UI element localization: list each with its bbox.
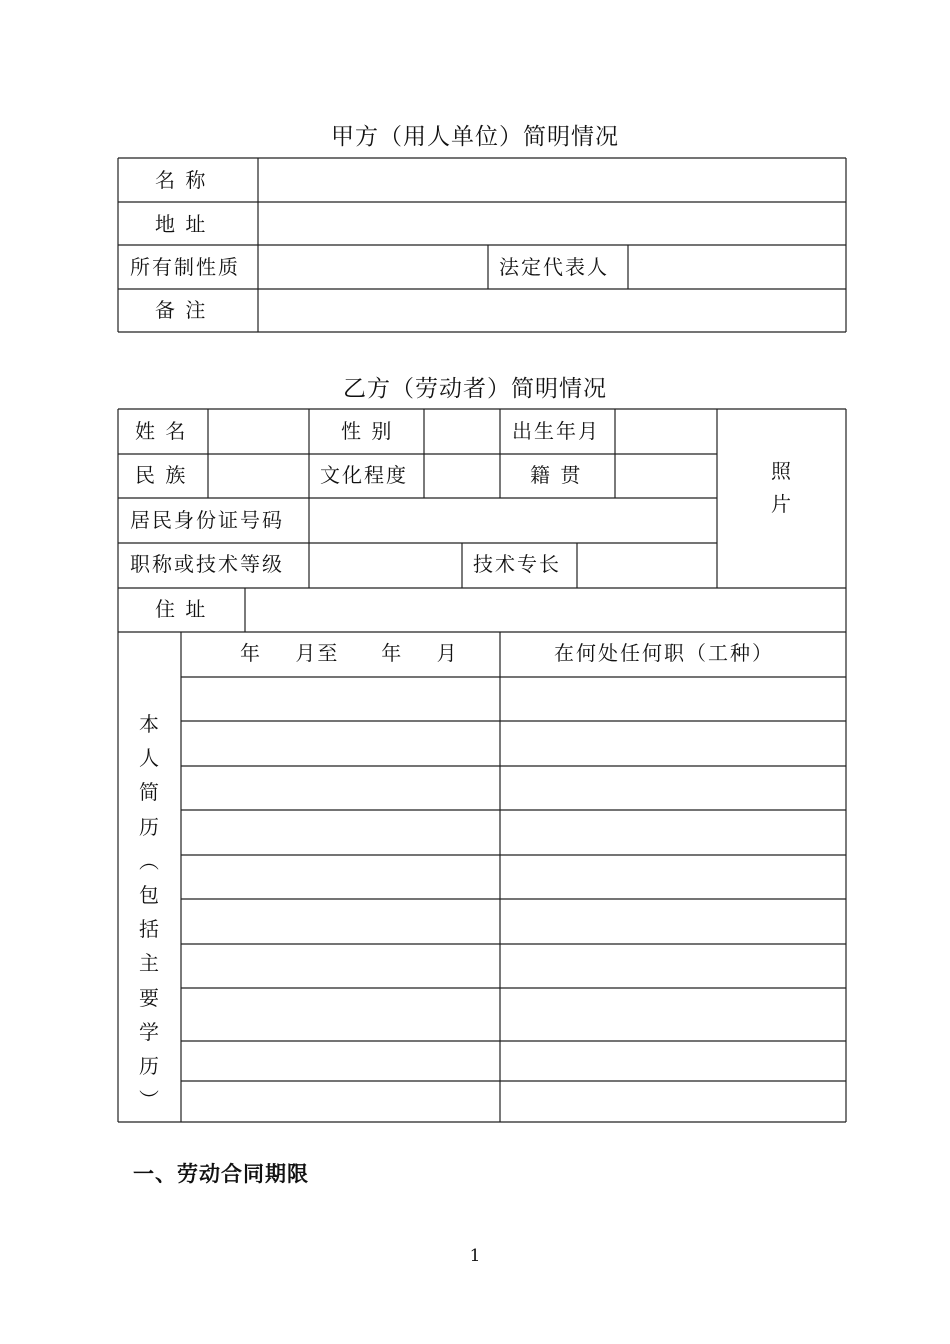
resume-vertical-char: 括 [139,917,159,942]
party-a-ownership-field[interactable] [259,246,487,288]
section-1-heading: 一、劳动合同期限 [133,1162,309,1186]
resume-position-field[interactable] [501,945,845,987]
party-b-title-field[interactable] [310,544,461,587]
resume-period-field[interactable] [182,900,499,943]
party-b-ethnicity-field[interactable] [209,455,308,497]
party-b-title: 乙方（劳动者）简明情况 [343,376,607,402]
resume-vertical-char: 历 [139,1054,159,1079]
party-b-ethnicity-label: 民 族 [135,463,188,487]
party-a-remarks-field[interactable] [259,290,845,331]
party-a-name-label: 名 称 [155,168,208,192]
party-a-legal-rep-field[interactable] [629,246,845,288]
party-b-gender-field[interactable] [425,410,499,453]
page-number: 1 [469,1246,481,1266]
party-b-title-label: 职称或技术等级 [130,552,284,576]
resume-vertical-char: 学 [139,1019,159,1044]
party-a-address-field[interactable] [259,203,845,244]
party-b-birth-label: 出生年月 [512,419,600,443]
photo-label-top: 照 [771,459,793,483]
resume-position-field[interactable] [501,900,845,943]
resume-period-field[interactable] [182,811,499,854]
party-a-name-field[interactable] [259,159,845,201]
party-b-residence-field[interactable] [246,589,845,631]
resume-position-header: 在何处任何职（工种） [554,641,774,665]
party-b-birth-field[interactable] [616,410,716,453]
resume-vertical-char: 要 [139,985,159,1010]
resume-period-field[interactable] [182,989,499,1040]
resume-vertical-char: ︵ [139,848,159,873]
resume-period-field[interactable] [182,767,499,809]
resume-position-field[interactable] [501,811,845,854]
party-a-ownership-label: 所有制性质 [130,255,240,279]
resume-period-field[interactable] [182,678,499,720]
photo-label-bottom: 片 [771,492,793,516]
party-b-residence-label: 住 址 [155,597,208,621]
party-b-native-place-field[interactable] [616,455,716,497]
resume-vertical-char: 主 [139,951,159,976]
resume-period-field[interactable] [182,722,499,765]
resume-period-field[interactable] [182,856,499,898]
resume-vertical-char: 包 [139,883,159,908]
resume-position-field[interactable] [501,767,845,809]
resume-position-field[interactable] [501,989,845,1040]
party-b-gender-label: 性 别 [341,419,394,443]
resume-vertical-label [131,707,167,1117]
resume-position-field[interactable] [501,1082,845,1121]
resume-period-field[interactable] [182,1042,499,1080]
resume-vertical-char: 本 [139,712,159,736]
party-a-address-label: 地 址 [155,212,208,236]
party-b-specialty-label: 技术专长 [473,552,561,576]
resume-position-field[interactable] [501,678,845,720]
resume-period-field[interactable] [182,1082,499,1121]
resume-vertical-char: 人 [139,746,159,771]
party-a-legal-rep-label: 法定代表人 [499,255,609,279]
resume-position-field[interactable] [501,1042,845,1080]
resume-vertical-char: 简 [139,780,159,805]
party-b-id-label: 居民身份证号码 [130,508,284,532]
party-b-native-place-label: 籍 贯 [530,463,583,487]
resume-period-header: 年 月至 年 月 [240,641,459,665]
party-b-specialty-field[interactable] [578,544,716,587]
party-a-title: 甲方（用人单位）简明情况 [331,124,619,150]
party-a-remarks-label: 备 注 [155,298,208,322]
party-b-education-label: 文化程度 [320,463,408,487]
party-b-education-field[interactable] [425,455,499,497]
party-b-name-field[interactable] [209,410,308,453]
resume-period-field[interactable] [182,945,499,987]
resume-vertical-char: ︶ [139,1088,159,1113]
party-b-name-label: 姓 名 [135,419,188,443]
resume-position-field[interactable] [501,856,845,898]
party-b-id-field[interactable] [310,499,716,542]
photo-box[interactable] [718,410,845,587]
resume-vertical-char: 历 [139,814,159,839]
resume-position-field[interactable] [501,722,845,765]
